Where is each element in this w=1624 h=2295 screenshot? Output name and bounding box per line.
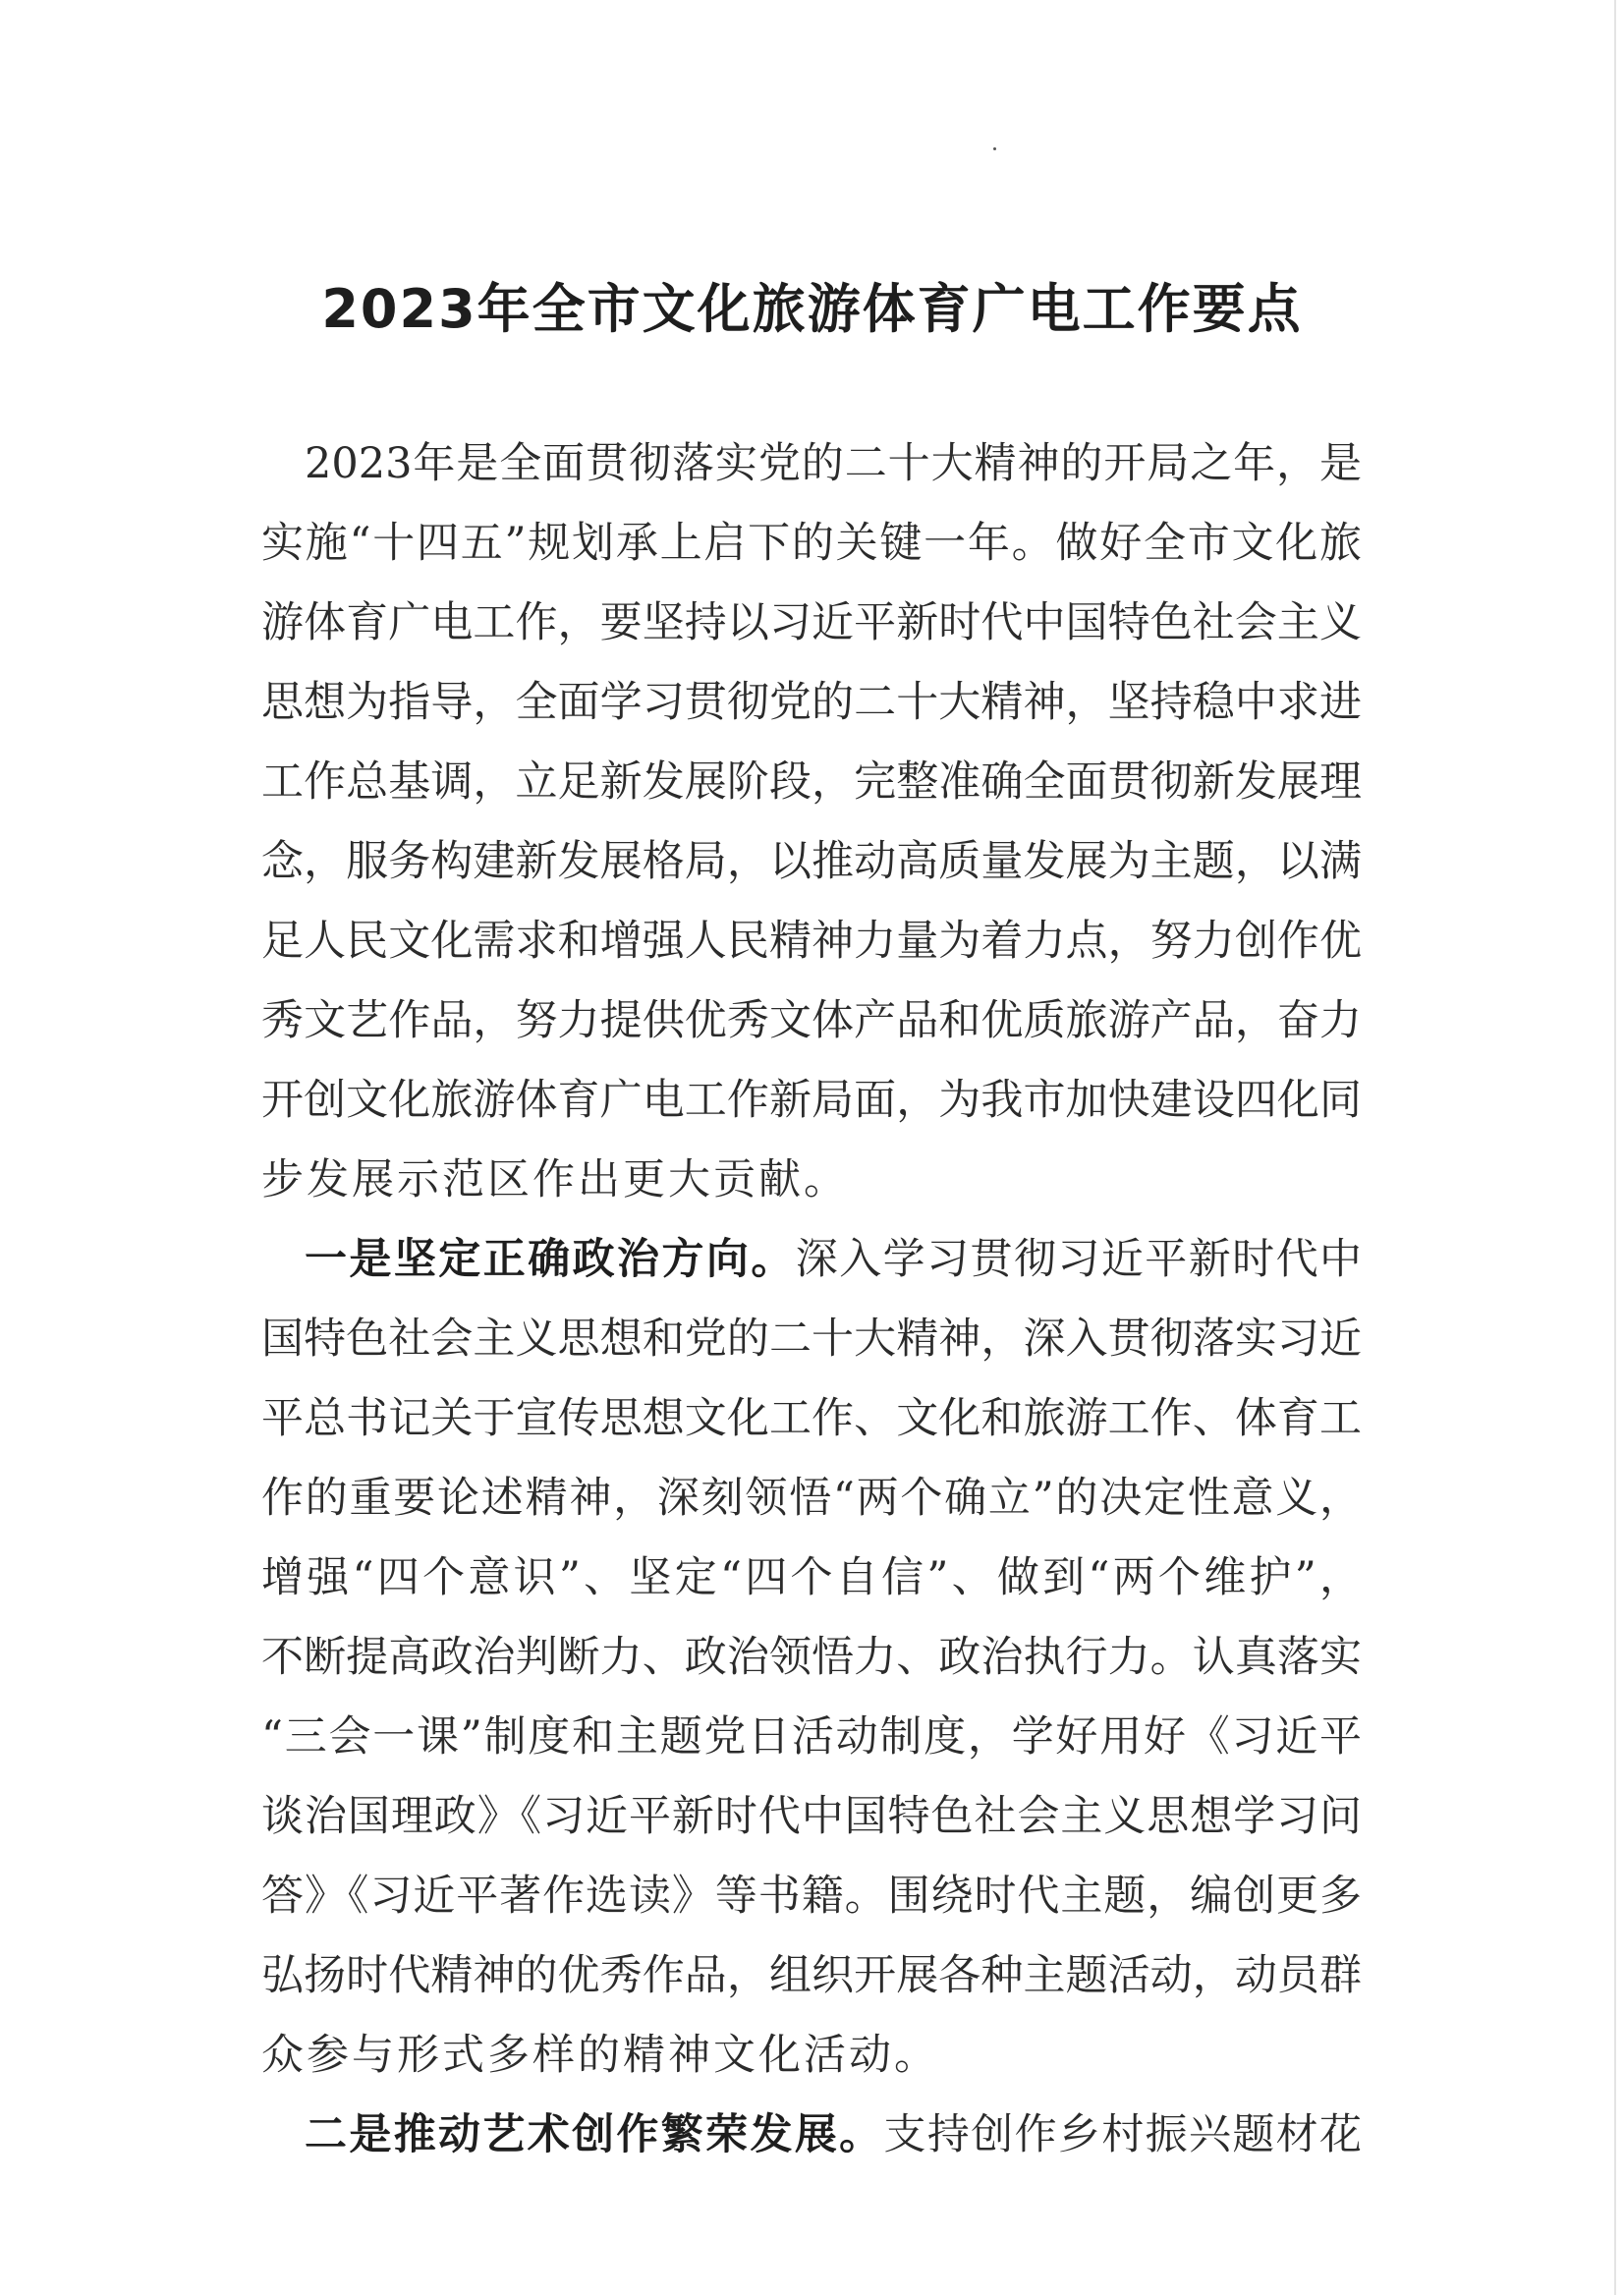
section-heading: 一是坚定正确政治方向。 [305, 1235, 796, 1284]
section-line: 不断提高政治判断力、政治领悟力、政治执行力。认真落实 [261, 1633, 1362, 1682]
section-line: 增强“四个意识”、坚定“四个自信”、做到“两个维护”， [261, 1553, 1362, 1602]
intro-line: 游体育广电工作，要坚持以习近平新时代中国特色社会主义 [261, 598, 1362, 647]
section-first-line [261, 2104, 1362, 2184]
intro-line: 念，服务构建新发展格局，以推动高质量发展为主题，以满 [261, 837, 1362, 886]
section-heading: 二是推动艺术创作繁荣发展。 [305, 2110, 884, 2159]
section-text: 深入学习贯彻习近平新时代中 [795, 1235, 1363, 1284]
document-body [261, 433, 1362, 2184]
intro-line: 开创文化旅游体育广电工作新局面，为我市加快建设四化同 [261, 1076, 1362, 1125]
section-line: 作的重要论述精神，深刻领悟“两个确立”的决定性意义， [261, 1474, 1362, 1523]
section-line: 谈治国理政》《习近平新时代中国特色社会主义思想学习问 [261, 1792, 1362, 1841]
intro-line: 思想为指导，全面学习贯彻党的二十大精神，坚持稳中求进 [261, 678, 1362, 727]
section-line: 弘扬时代精神的优秀作品，组织开展各种主题活动，动员群 [261, 1951, 1362, 2000]
document-title: 2023年全市文化旅游体育广电工作要点 [321, 278, 1303, 340]
section-line: 众参与形式多样的精神文化活动。 [261, 2031, 939, 2080]
scan-edge [1614, 0, 1616, 2295]
intro-line: 秀文艺作品，努力提供优秀文体产品和优质旅游产品，奋力 [261, 996, 1362, 1045]
intro-line: 足人民文化需求和增强人民精神力量为着力点，努力创作优 [261, 917, 1362, 966]
intro-line: 工作总基调，立足新发展阶段，完整准确全面贯彻新发展理 [261, 757, 1362, 807]
intro-line: 实施“十四五”规划承上启下的关键一年。做好全市文化旅 [261, 519, 1362, 568]
section-line: 答》《习近平著作选读》等书籍。围绕时代主题，编创更多 [261, 1872, 1362, 1921]
intro-line: 步发展示范区作出更大贡献。 [261, 1155, 849, 1204]
section-text: 支持创作乡村振兴题材花 [883, 2110, 1363, 2159]
section-line: 平总书记关于宣传思想文化工作、文化和旅游工作、体育工 [261, 1394, 1362, 1443]
scan-speck [993, 147, 996, 150]
intro-line: 2023年是全面贯彻落实党的二十大精神的开局之年，是 [305, 439, 1362, 488]
section-line: “三会一课”制度和主题党日活动制度，学好用好《习近平 [261, 1712, 1362, 1762]
section-first-line [261, 1229, 1362, 1309]
section-line: 国特色社会主义思想和党的二十大精神，深入贯彻落实习近 [261, 1315, 1362, 1364]
